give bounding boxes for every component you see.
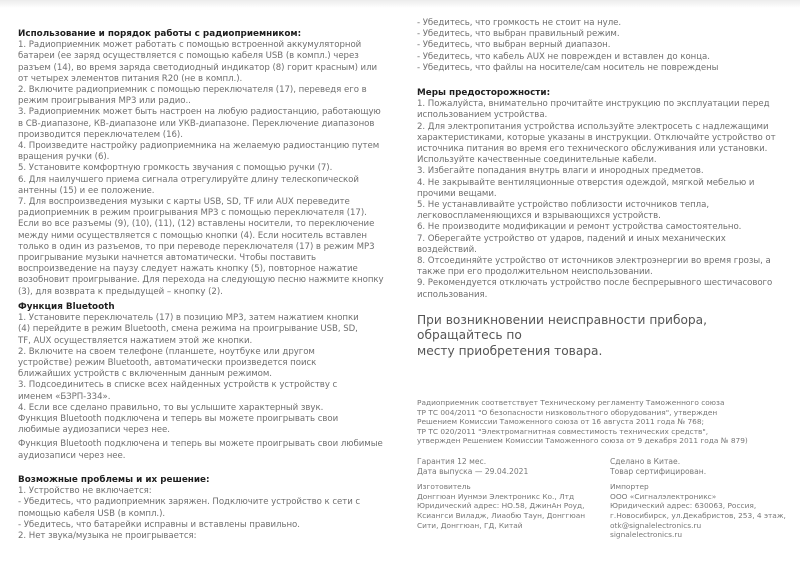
manufacturer-line: Юридический адрес: НО.58, ДжинАн Роуд, [417,501,585,511]
manufacturer-line: Донггюан Иунмэи Электроникс Ко., Лтд [417,491,575,501]
usage-section [18,29,384,298]
origin-line: Сделано в Китае. [610,457,681,466]
usage-line: разъем (14), во время заряда светодиодный индикатор (8) горит красным) или [18,62,378,73]
precaution-line: 1. Пожалуйста, внимательно прочитайте инструкцию по эксплуатации перед [417,99,770,110]
problems-section [18,475,360,542]
usage-body [18,40,384,298]
check-line: - Убедитесь, что выбран верный диапазон. [417,40,611,51]
malfunction-line: При возникновении неисправности прибора, обращайтесь по [417,313,707,343]
importer-website-link[interactable]: signalelectronics.ru [610,530,683,540]
bluetooth-line: 2. Включите на своем телефоне (планшете, ноутбуке или другом [18,346,315,357]
usage-line: возобновит проигрывание. Для перехода на следующую песню нажмите кнопку [18,275,384,286]
bluetooth-extra-line: Функция Bluetooth подключена и теперь вы можете проигрывать свои любимые [18,439,383,450]
bluetooth-line: 4. Если все сделано правильно, то вы услышите характерный звук. [18,402,324,413]
origin-block [610,457,795,540]
malfunction-notice [417,313,787,359]
precaution-line: 7. Оберегайте устройство от ударов, падений и иных механических [417,233,726,244]
precautions-section [417,88,776,301]
precaution-line: 5. Не устанавливайте устройство поблизости источников тепла, [417,200,709,211]
bluetooth-line: любимые аудиозаписи через нее. [18,425,170,436]
compliance-line: ТР ТС 020/2011 "Электромагнитная совместимость технических средств", [417,426,709,436]
bluetooth-extra-line: аудиозаписи через нее. [18,450,126,461]
bluetooth-line: ближайших устройств с включенным данным режимом. [18,369,272,380]
precaution-line: использования. [417,289,488,300]
usage-line: Если во все разъемы (9), (10), (11), (12) вставлены носители, то переключение [18,219,375,230]
bluetooth-line: Функция Bluetooth подключена и теперь вы можете проигрывать свои [18,414,339,425]
precaution-line: также при его продолжительном неиспользовании. [417,267,653,278]
problems-line: - Убедитесь, что радиоприемник заряжен. Подключите устройство к сети с [18,497,361,508]
usage-line: только в один из разъемов, то при переводе переключателя (17) в режим MP3 [18,241,375,252]
usage-line: 5. Установите комфортную громкость звучания с помощью ручки (7). [18,163,333,174]
usage-line: 2. Включите радиоприемник с помощью переключателя (17), переведя его в [18,85,367,96]
usage-line: 7. Для воспроизведения музыки с карты USB, SD, TF или AUX переведите [18,197,350,208]
check-line: - Убедитесь, что выбран правильный режим. [417,29,620,40]
bluetooth-line: устройстве) режим Bluetooth, автоматически произведется поиск [18,358,317,369]
check-line: - Убедитесь, что файлы на носителе/сам носитель не повреждены [417,62,719,73]
bluetooth-line: именем «БЗРП-334». [18,391,111,402]
precaution-line: источника питания во время его технического обслуживания или установки. [417,144,768,155]
precaution-line: легковоспламеняющихся и взрывающихся устройств. [417,211,661,222]
usage-line: радиоприемник в режим проигрывания MP3 с помощью переключателя (17). [18,208,367,219]
usage-line: 6. Для наилучшего приема сигнала отрегулируйте длину телескопической [18,174,359,185]
usage-line: в СВ-диапазоне, КВ-диапазоне или УКВ-диапазоне. Переключение диапазонов [18,118,375,129]
release-date: Дата выпуска — 29.04.2021 [417,466,529,476]
usage-heading: Использование и порядок работы с радиоприемником: [18,29,302,39]
compliance-line: Решением Комиссии Таможенного союза от 16 августа 2011 года № 768; [417,417,705,427]
usage-line: антенны (15) и ее положение. [18,185,155,196]
problems-line: помощью кабеля USB (в компл.). [18,508,166,519]
compliance-line: утвержден Решением Комиссии Таможенного союза от 9 декабря 2011 года № 879) [417,436,748,446]
problems-heading: Возможные проблемы и их решение: [18,475,210,485]
compliance-line: ТР ТС 004/2011 "О безопасности низковольтного оборудования", утвержден [417,407,718,417]
precaution-line: 6. Не производите модификации и ремонт устройства самостоятельно. [417,222,742,233]
warranty-line: Гарантия 12 мес. [417,457,487,466]
importer-line: ООО «Сигналэлектроникс» [610,491,717,501]
check-line: - Убедитесь, что кабель AUX не поврежден и вставлен до конца. [417,51,710,62]
usage-line: 1. Радиоприемник может работать с помощью встроенной аккумуляторной [18,40,362,51]
bluetooth-line: 1. Установите переключатель (17) в позицию MP3, затем нажатием кнопки [18,313,359,324]
compliance-line: Радиоприемник соответствует Техническому регламенту Таможенного союза [417,398,725,407]
precaution-line: прочими вещами. [417,188,497,199]
malfunction-line: месту приобретения товара. [417,343,603,358]
importer-line: Юридический адрес: 630063, Россия, [610,501,757,511]
problems-continued [417,18,718,74]
bluetooth-line: TF, AUX осуществляется нажатием этой же кнопки. [18,335,253,346]
check-line: - Убедитесь, что громкость не стоит на нуле. [417,18,622,28]
problems-line: - Убедитесь, что батарейки исправны и вставлены правильно. [18,519,300,530]
importer-line: г.Новосибирск, ул.Декабристов, 253, 4 этаж, [610,510,786,520]
usage-line: вращения ручки (6). [18,152,110,163]
certified-line: Товар сертифицирован. [610,466,707,476]
precaution-line: характеристиками, которые указаны в инструкции. Отключайте устройство от [417,132,776,143]
bluetooth-line: 3. Подсоединитесь в списке всех найденных устройств к устройству с [18,380,338,391]
precaution-line: 9. Рекомендуется отключать устройство после беспрерывного шестичасового [417,278,773,289]
bluetooth-heading: Функция Bluetooth [18,302,115,312]
importer-label: Импортер [610,482,649,492]
precaution-line: 2. Для электропитания устройства используйте электросеть с надлежащими [417,121,769,132]
precaution-line: Используйте качественные соединительные кабели. [417,155,657,166]
problems-line: 1. Устройство не включается: [18,486,152,497]
usage-line: режим проигрывания MP3 или радио.. [18,96,191,107]
precaution-line: использованием устройства. [417,110,548,121]
problems-line: 2. Нет звука/музыка не проигрывается: [18,531,197,542]
precautions-heading: Меры предосторожности: [417,88,551,98]
importer-email-link[interactable]: otk@signalelectronics.ru [610,520,702,530]
usage-line: 4. Произведите настройку радиоприемника на желаемую радиостанцию путем [18,141,380,152]
usage-line: 3. Радиоприемник может быть настроен на любую радиостанцию, работающую [18,107,381,118]
usage-line: (3), для возврата к предыдущей – кнопку (2). [18,286,223,297]
precaution-line: 4. Не закрывайте вентиляционные отверстия одеждой, мягкой мебелью и [417,177,755,188]
manufacturer-line: Сити, Донггюан, ГД, Китай [417,520,523,530]
bluetooth-section [18,302,383,462]
manufacturer-line: Ксиангси Виладж, Лиаобю Таун, Донггюан [417,510,586,520]
compliance-block [417,398,748,446]
bluetooth-line: (4) перейдите в режим Bluetooth, смена режима на проигрывание USB, SD, [18,324,358,335]
usage-line: от четырех элементов питания R20 (не в компл.). [18,73,243,84]
usage-line: производится переключателем (16). [18,129,183,140]
precaution-line: 8. Отсоединяйте устройство от источников электроэнергии во время грозы, а [417,256,771,267]
warranty-block [417,457,602,530]
usage-line: между ними осуществляется с помощью кнопки (4). Если носитель вставлен [18,230,367,241]
usage-line: проигрывание музыки начнется автоматически. Чтобы поставить [18,253,317,264]
page-top-shadow [0,0,800,8]
usage-line: батареи (ее заряд осуществляется с помощью кабеля USB (в компл.) через [18,51,359,62]
precaution-line: 3. Избегайте попадания внутрь влаги и инородных предметов. [417,166,704,177]
manufacturer-label: Изготовитель [417,482,471,492]
usage-line: воспроизведение на паузу следует нажать кнопку (5), повторное нажатие [18,264,358,275]
precaution-line: воздействий. [417,244,477,255]
